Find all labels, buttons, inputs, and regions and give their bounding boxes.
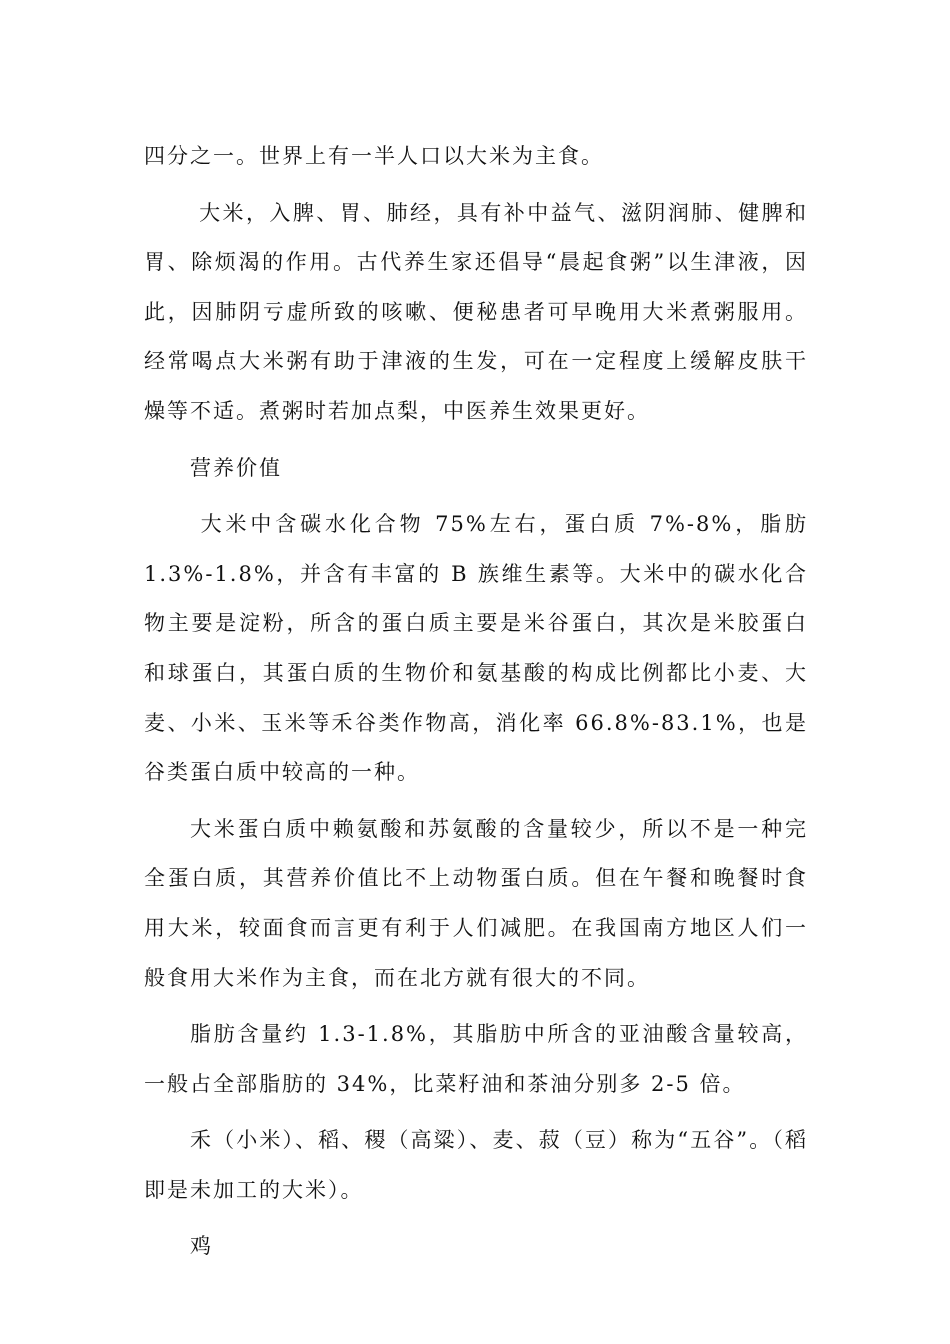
paragraph-protein-quality: 大米蛋白质中赖氨酸和苏氨酸的含量较少，所以不是一种完全蛋白质，其营养价值比不上动物蛋白质。但在午餐和晚餐时食用大米，较面食而言更有利于人们减肥。在我国南方地区人们一般食用大米作为主食，而在北方就有很大的不同。 [144,816,808,990]
paragraph-gap [144,437,808,444]
document-body [144,132,817,1272]
paragraph-gap [144,1215,808,1222]
paragraph-intro-continuation: 四分之一。世界上有一半人口以大米为主食。 [144,144,604,168]
paragraph-gap [144,493,808,500]
paragraph-gap [144,798,808,805]
paragraph-gap [144,182,808,189]
section-heading-chicken: 鸡 [190,1234,213,1259]
paragraph-fat-content: 脂肪含量约 1.3-1.8%，其脂肪中所含的亚油酸含量较高，一般占全部脂肪的 34%，比菜籽油和茶油分别多 2-5 倍。 [144,1022,808,1096]
paragraph-rice-medicinal-effects: 大米，入脾、胃、肺经，具有补中益气、滋阴润肺、健脾和胃、除烦渴的作用。古代养生家还倡导“晨起食粥”以生津液，因此，因肺阴亏虚所致的咳嗽、便秘患者可早晚用大米煮粥服用。经常喝点大米粥有助于津液的生发，可在一定程度上缓解皮肤干燥等不适。煮粥时若加点梨，中医养生效果更好。 [144,200,808,423]
paragraph-nutrition-composition: 大米中含碳水化合物 75%左右，蛋白质 7%-8%，脂肪 1.3%-1.8%，并含有丰富的 B 族维生素等。大米中的碳水化合物主要是淀粉，所含的蛋白质主要是米谷蛋白，其次是米胶蛋白和球蛋白，其蛋白质的生物价和氨基酸的构成比例都比小麦、大麦、小米、玉米等禾谷类作物高，消化率 66.8%-83.1%，也是谷类蛋白质中较高的一种。 [144,512,817,785]
paragraph-gap [144,1003,808,1010]
section-heading-nutrition-value: 营养价值 [190,455,282,480]
paragraph-five-grains: 禾（小米）、稻、稷（高粱）、麦、菽（豆）称为“五谷”。（稻即是未加工的大米）。 [144,1128,808,1202]
paragraph-gap [144,1109,808,1116]
